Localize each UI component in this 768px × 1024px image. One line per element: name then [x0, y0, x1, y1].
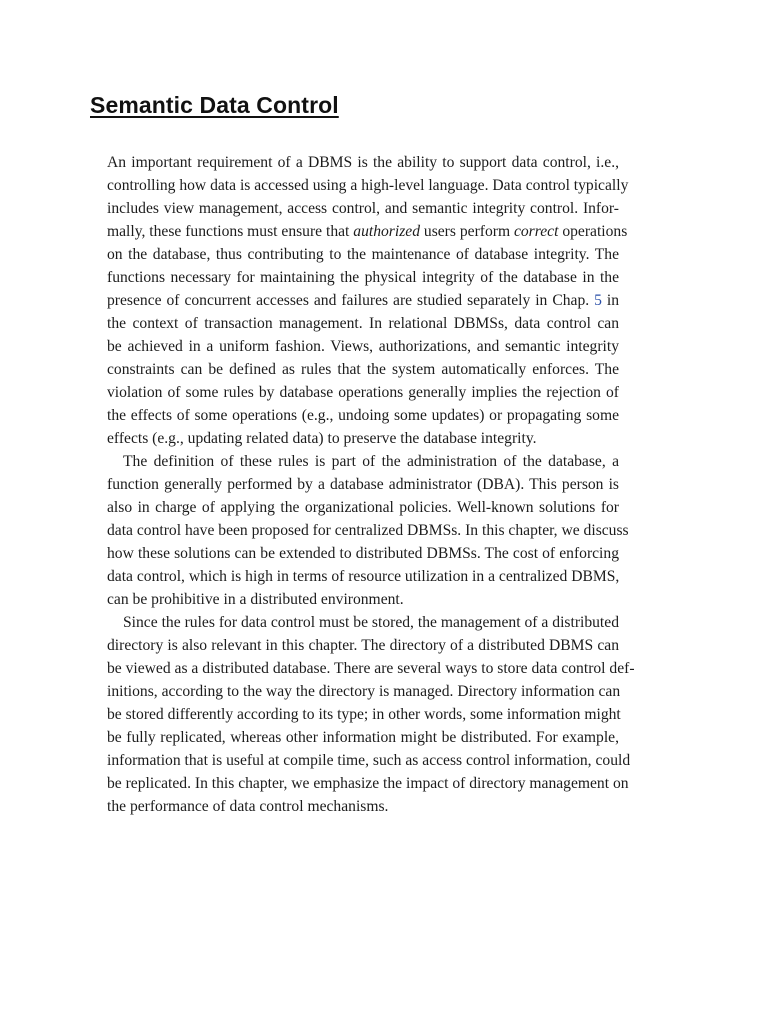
- text-line: directory is also relevant in this chapter. The directory of a distributed DBMS can: [107, 637, 619, 654]
- text-line: controlling how data is accessed using a high-level language. Data control typically: [107, 177, 629, 194]
- paragraph-3: [107, 611, 635, 818]
- text-line: initions, according to the way the directory is managed. Directory information can: [107, 683, 621, 700]
- text-line: on the database, thus contributing to the maintenance of database integrity. The: [107, 246, 619, 263]
- paragraph-1: [107, 151, 629, 450]
- text-line: be stored differently according to its type; in other words, some information might: [107, 706, 621, 723]
- text-line: violation of some rules by database operations generally implies the rejection of: [107, 384, 619, 401]
- text-line: Since the rules for data control must be stored, the management of a distributed: [123, 614, 619, 631]
- paragraph-2: [107, 450, 629, 611]
- text-line: An important requirement of a DBMS is the ability to support data control, i.e.,: [107, 154, 619, 171]
- text-line: function generally performed by a database administrator (DBA). This person is: [107, 476, 619, 493]
- text-line: constraints can be defined as rules that the system automatically enforces. The: [107, 361, 619, 378]
- text-line: functions necessary for maintaining the physical integrity of the database in the: [107, 269, 619, 286]
- text-line: includes view management, access control, and semantic integrity control. Infor-: [107, 200, 619, 217]
- text-line: the performance of data control mechanisms.: [107, 798, 389, 815]
- text-line: how these solutions can be extended to distributed DBMSs. The cost of enforcing: [107, 545, 619, 562]
- text-line: the effects of some operations (e.g., undoing some updates) or propagating some: [107, 407, 619, 424]
- page-title: Semantic Data Control: [90, 92, 339, 118]
- text-line: also in charge of applying the organizational policies. Well-known solutions for: [107, 499, 619, 516]
- text-line: be viewed as a distributed database. There are several ways to store data control def-: [107, 660, 635, 677]
- text-line: The definition of these rules is part of the administration of the database, a: [123, 453, 619, 470]
- text-line: information that is useful at compile time, such as access control information, could: [107, 752, 631, 769]
- text-line: effects (e.g., updating related data) to preserve the database integrity.: [107, 430, 537, 447]
- text-line: data control, which is high in terms of resource utilization in a centralized DBMS,: [107, 568, 620, 585]
- text-line: be replicated. In this chapter, we emphasize the impact of directory management on: [107, 775, 629, 792]
- text-line: can be prohibitive in a distributed environment.: [107, 591, 404, 608]
- text-line: be achieved in a uniform fashion. Views, authorizations, and semantic integrity: [107, 338, 619, 355]
- text-line: presence of concurrent accesses and failures are studied separately in Chap. 5 in: [107, 292, 619, 309]
- body-text: [107, 151, 635, 818]
- text-line: be fully replicated, whereas other information might be distributed. For example,: [107, 729, 619, 746]
- text-line: mally, these functions must ensure that authorized users perform correct operations: [107, 223, 628, 240]
- text-line: data control have been proposed for centralized DBMSs. In this chapter, we discuss: [107, 522, 629, 539]
- text-line: the context of transaction management. In relational DBMSs, data control can: [107, 315, 619, 332]
